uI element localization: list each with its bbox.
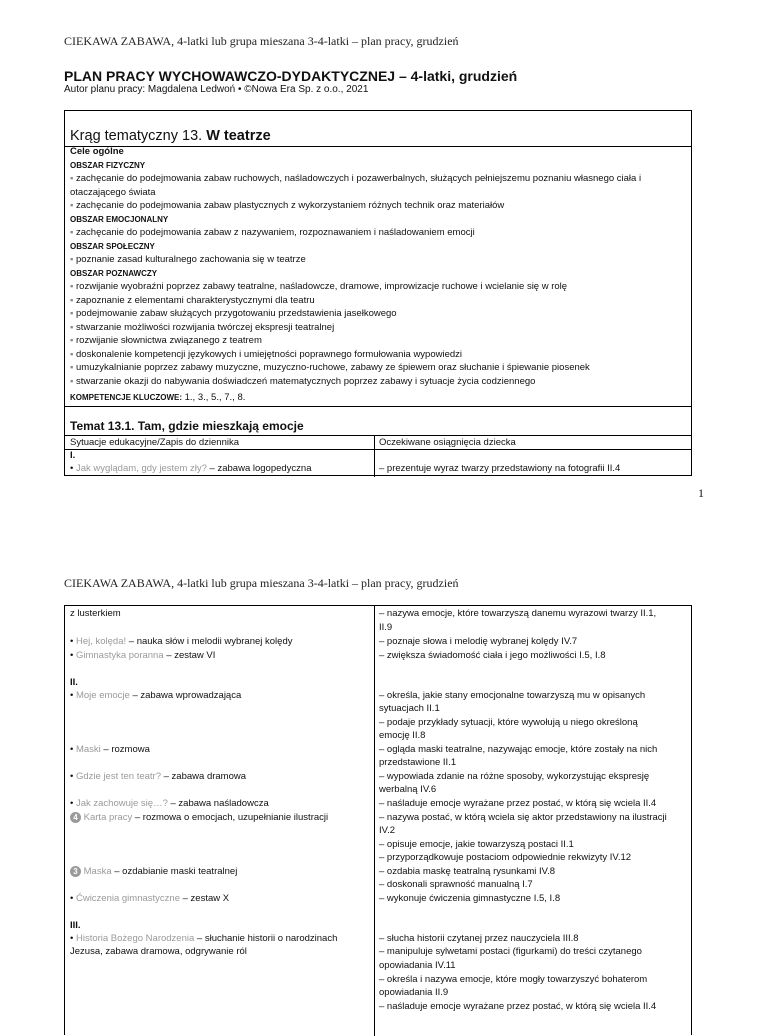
krag-heading (70, 128, 271, 144)
table-row: • Hej, kolęda! – nauka słów i melodii wybranej kolędy (70, 636, 293, 647)
outcome-line: – słucha historii czytanej przez nauczyciela III.8 (379, 933, 579, 944)
goal-item: ▪ zachęcanie do podejmowania zabaw z nazywaniem, rozpoznawaniem i naśladowaniem emocji (70, 227, 475, 238)
kompetencje (70, 392, 245, 403)
outcome-line: – ozdabia maskę teatralną rysunkami IV.8 (379, 866, 556, 877)
page-number-badge: 4 (70, 812, 81, 823)
goal-item: ▪ umuzykalnianie poprzez zabawy muzyczne, muzyczno-ruchowe, zabawy ze śpiewem oraz słuchanie i śpiewanie piosenek (70, 362, 590, 373)
table-row: • Moje emocje – zabawa wprowadzająca (70, 690, 242, 701)
kompetencje-label: KOMPETENCJE KLUCZOWE: (70, 393, 182, 402)
outcome-line: – określa i nazywa emocje, które mogły towarzyszyć bohaterom (379, 974, 648, 985)
outcome-line: II.9 (379, 622, 393, 633)
outcome-line: – nazywa emocje, które towarzyszą danemu wyrazowi twarzy II.1, (379, 608, 657, 619)
divider (65, 406, 691, 407)
area-heading: OBSZAR EMOCJONALNY (70, 214, 169, 224)
section-label: II. (70, 677, 78, 688)
section-label: III. (70, 920, 81, 931)
table-row: • Jak zachowuje się…? – zabawa naśladowcza (70, 798, 269, 809)
header-rest: , 4-latki lub grupa mieszana 3-4-latki – plan pracy, grudzień (171, 34, 459, 48)
author-line: Autor planu pracy: Magdalena Ledwoń • ©Nowa Era Sp. z o.o., 2021 (64, 84, 369, 95)
goal-item: ▪ zachęcanie do podejmowania zabaw ruchowych, naśladowczych i pozawerbalnych, służących pełniejszemu poznaniu własnego ciała i otaczającego świata (70, 173, 642, 198)
outcome-line: opowiadania II.9 (379, 987, 449, 998)
outcome-line: opowiadania IV.11 (379, 960, 456, 971)
cele-heading: Cele ogólne (70, 146, 124, 157)
column-divider (374, 435, 375, 477)
column-divider (374, 606, 375, 1036)
column-header-right: Oczekiwane osiągnięcia dziecka (379, 437, 516, 448)
running-header (64, 34, 459, 49)
plan-table-continued (64, 605, 692, 1035)
outcome-line: emocję II.8 (379, 730, 426, 741)
table-row-right: – prezentuje wyraz twarzy przedstawiony na fotografii II.4 (379, 463, 621, 474)
krag-prefix: Krąg tematyczny 13. (70, 128, 203, 144)
outcome-line: werbalną IV.6 (379, 784, 437, 795)
outcome-line: IV.2 (379, 825, 396, 836)
divider (65, 449, 691, 450)
outcome-line: – naśladuje emocje wyrażane przez postać, w którą się wciela II.4 (379, 798, 657, 809)
area-heading: OBSZAR FIZYCZNY (70, 160, 146, 170)
header-brand: CIEKAWA ZABAWA (64, 34, 172, 48)
goal-item: ▪ poznanie zasad kulturalnego zachowania się w teatrze (70, 254, 306, 265)
outcome-line: – przyporządkowuje postaciom odpowiednie rekwizyty IV.12 (379, 852, 632, 863)
outcome-line: – określa, jakie stany emocjonalne towarzyszą mu w opisanych (379, 690, 646, 701)
outcome-line: – opisuje emocje, jakie towarzyszą postaci II.1 (379, 839, 574, 850)
kompetencje-value: 1., 3., 5., 7., 8. (182, 392, 246, 403)
area-heading: OBSZAR SPOŁECZNY (70, 241, 155, 251)
goal-item: ▪ zapoznanie z elementami charakterystycznymi dla teatru (70, 294, 315, 306)
page-number: 1 (698, 486, 704, 500)
outcome-line: – podaje przykłady sytuacji, które wywołują u niego określoną (379, 717, 638, 728)
goal-item: ▪ stwarzanie okazji do nabywania doświadczeń matematycznych poprzez zabawy i sytuacje życia codziennego (70, 375, 536, 387)
plan-table (64, 110, 692, 476)
goal-item: ▪ doskonalenie kompetencji językowych i umiejętności poprawnego formułowania wypowiedzi (70, 348, 463, 360)
outcome-line: – zwiększa świadomość ciała i jego możliwości I.5, I.8 (379, 650, 606, 661)
running-header (64, 576, 459, 591)
area-heading: OBSZAR POZNAWCZY (70, 268, 158, 278)
outcome-line: przedstawione II.1 (379, 757, 457, 768)
outcome-line: – manipuluje sylwetami postaci (figurkami) do treści czytanego (379, 946, 642, 957)
table-row: 3 Maska – ozdabianie maski teatralnej (70, 865, 237, 879)
goal-item: ▪ podejmowanie zabaw służących przygotowaniu przedstawienia jasełkowego (70, 308, 397, 319)
outcome-line: – naśladuje emocje wyrażane przez postać, w którą się wciela II.4 (379, 1001, 657, 1012)
goal-item: ▪ stwarzanie możliwości rozwijania twórczej ekspresji teatralnej (70, 321, 335, 333)
goals-section (70, 145, 685, 388)
outcome-line: – wypowiada zdanie na różne sposoby, wykorzystując ekspresję (379, 771, 650, 782)
header-brand: CIEKAWA ZABAWA (64, 576, 172, 590)
table-row: • Gimnastyka poranna – zestaw VI (70, 650, 216, 661)
table-row: z lusterkiem (70, 608, 121, 619)
table-row: 4 Karta pracy – rozmowa o emocjach, uzupełnianie ilustracji (70, 811, 328, 825)
column-header-left: Sytuacje edukacyjne/Zapis do dziennika (70, 437, 239, 448)
section-label: I. (70, 450, 76, 461)
table-row: • Maski – rozmowa (70, 744, 150, 755)
outcome-line: – wykonuje ćwiczenia gimnastyczne I.5, I.8 (379, 893, 561, 904)
krag-title: W teatrze (206, 128, 271, 144)
outcome-line: sytuacjach II.1 (379, 703, 440, 714)
header-rest: , 4-latki lub grupa mieszana 3-4-latki – plan pracy, grudzień (171, 576, 459, 590)
page-title: PLAN PRACY WYCHOWAWCZO-DYDAKTYCZNEJ – 4-latki, grudzień (64, 68, 518, 84)
outcome-line: – poznaje słowa i melodię wybranej kolędy IV.7 (379, 636, 578, 647)
table-row: • Jak wyglądam, gdy jestem zły? – zabawa logopedyczna (70, 463, 312, 474)
table-row: • Ćwiczenia gimnastyczne – zestaw X (70, 893, 230, 904)
goal-item: ▪ rozwijanie słownictwa związanego z teatrem (70, 335, 262, 346)
goal-item: ▪ zachęcanie do podejmowania zabaw plastycznych z wykorzystaniem różnych technik oraz materiałów (70, 200, 505, 211)
table-row: • Historia Bożego Narodzenia – słuchanie historii o narodzinach (70, 933, 338, 944)
goal-item: ▪ rozwijanie wyobraźni poprzez zabawy teatralne, naśladowcze, dramowe, improwizacje ruchowe i wcielanie się w rolę (70, 281, 568, 292)
outcome-line: – nazywa postać, w którą wciela się aktor przedstawiony na ilustracji (379, 812, 667, 823)
table-row: Jezusa, zabawa dramowa, odgrywanie ról (70, 946, 247, 957)
outcome-line: – ogląda maski teatralne, nazywając emocje, które zostały na nich (379, 744, 658, 755)
table-row: • Gdzie jest ten teatr? – zabawa dramowa (70, 771, 247, 782)
temat-title: Temat 13.1. Tam, gdzie mieszkają emocje (70, 419, 304, 433)
page-number-badge: 3 (70, 866, 81, 877)
outcome-line: – doskonali sprawność manualną I.7 (379, 879, 533, 890)
